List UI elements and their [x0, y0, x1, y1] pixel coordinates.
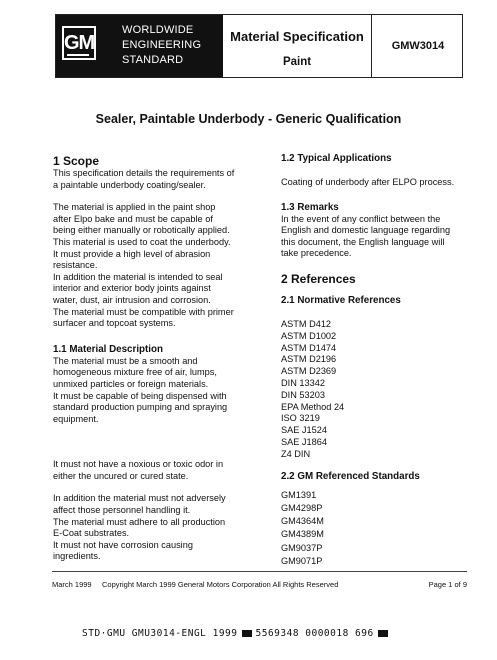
- text-line: It must be capable of being dispensed with: [53, 390, 227, 401]
- spec-title: Material Specification: [230, 29, 364, 44]
- gm-referenced-standards-heading: 2.2 GM Referenced Standards: [281, 470, 420, 482]
- normative-reference: ISO 3219: [281, 413, 320, 424]
- scope-paragraph-2: [53, 202, 273, 330]
- text-line: surfacer and topcoat systems.: [53, 318, 176, 329]
- header-title-block: [223, 15, 371, 77]
- text-line: homogeneous mixture free of air, lumps,: [53, 367, 217, 378]
- normative-reference: Z4 DIN: [281, 448, 311, 459]
- normative-reference: DIN 13342: [281, 377, 325, 388]
- remarks-text: [281, 214, 481, 260]
- text-line: In addition the material must not adversely: [53, 493, 226, 504]
- text-line: water, dust, air intrusion and corrosion.: [53, 294, 211, 305]
- gm-standard: GM4389M: [281, 529, 324, 540]
- text-line: In addition the material is intended to seal: [53, 271, 223, 282]
- text-line: The material must be compatible with primer: [53, 306, 234, 317]
- text-line: E-Coat substrates.: [53, 528, 130, 539]
- gm-standard: GM9037P: [281, 542, 323, 553]
- footer-rule: [52, 571, 467, 572]
- text-line: this document, the English language will: [281, 236, 445, 247]
- text-line: unmixed particles or foreign materials.: [53, 378, 209, 389]
- text-line: interior and exterior body joints against: [53, 283, 211, 294]
- text-line: In the event of any conflict between the: [281, 213, 441, 224]
- stamp-block-icon: [378, 630, 388, 637]
- text-line: The material must be a smooth and: [53, 355, 198, 366]
- standard-line-2: ENGINEERING: [122, 39, 202, 51]
- normative-reference: DIN 53203: [281, 389, 325, 400]
- text-line: The material must adhere to all production: [53, 516, 226, 527]
- standard-line-1: WORLDWIDE: [122, 24, 194, 36]
- document-stamp: [82, 628, 392, 639]
- normative-reference: SAE J1864: [281, 436, 327, 447]
- normative-reference: EPA Method 24: [281, 401, 345, 412]
- gm-standard: GM4364M: [281, 516, 324, 527]
- stamp-left: STD·GMU GMU3014-ENGL 1999: [82, 628, 238, 639]
- normative-reference: ASTM D1002: [281, 330, 337, 341]
- text-line: resistance.: [53, 260, 98, 271]
- normative-reference: ASTM D1474: [281, 342, 337, 353]
- spec-subtitle: Paint: [282, 56, 312, 68]
- typical-applications-text: Coating of underbody after ELPO process.: [281, 177, 455, 187]
- scope-paragraph-1: [53, 168, 273, 191]
- stamp-block-icon: [242, 630, 252, 637]
- spec-code: GMW3014: [391, 40, 445, 52]
- text-line: affect those personnel handling it.: [53, 505, 191, 516]
- references-heading: 2 References: [281, 271, 356, 286]
- normative-reference: SAE J1524: [281, 425, 327, 436]
- text-line: It must provide a high level of abrasion: [53, 248, 211, 259]
- normative-references-heading: 2.1 Normative References: [281, 294, 401, 306]
- text-line: being either manually or robotically applied.: [53, 225, 230, 236]
- right-column: [281, 153, 481, 568]
- document-title: Sealer, Paintable Underbody - Generic Qualification: [95, 112, 402, 126]
- footer-date: March 1999: [52, 580, 92, 589]
- normative-references-list: [281, 319, 481, 461]
- text-line: a paintable underbody coating/sealer.: [53, 179, 206, 190]
- text-line: This specification details the requirements of: [53, 168, 235, 178]
- text-line: after Elpo bake and must be capable of: [53, 213, 213, 224]
- text-line: It must not have a noxious or toxic odor in: [53, 459, 224, 470]
- text-line: This material is used to coat the underbody.: [53, 236, 231, 247]
- text-line: It must not have corrosion causing: [53, 539, 193, 550]
- gm-standard: GM9071P: [281, 556, 323, 567]
- description-paragraph-2: [53, 459, 273, 482]
- gm-standard: GM4298P: [281, 502, 323, 513]
- footer-copyright: Copyright March 1999 General Motors Corporation All Rights Reserved: [102, 580, 339, 589]
- footer-page-number: Page 1 of 9: [428, 580, 467, 589]
- text-line: either the uncured or cured state.: [53, 470, 189, 481]
- remarks-heading: 1.3 Remarks: [281, 201, 339, 213]
- typical-applications-heading: 1.2 Typical Applications: [281, 153, 392, 164]
- text-line: ingredients.: [53, 551, 101, 562]
- scope-heading: 1 Scope: [53, 154, 100, 168]
- gm-logo: GM: [62, 26, 96, 60]
- normative-reference: ASTM D2369: [281, 366, 337, 377]
- left-column: [53, 154, 273, 563]
- text-line: The material is applied in the paint shop: [53, 202, 216, 213]
- header-brand-block: [56, 15, 223, 77]
- description-paragraph-1: [53, 356, 273, 426]
- standard-line-3: STANDARD: [122, 54, 184, 66]
- normative-reference: ASTM D2196: [281, 354, 337, 365]
- text-line: English and domestic language regarding: [281, 225, 451, 236]
- gm-standards-list: [281, 489, 481, 569]
- stamp-right: 5569348 0000018 696: [255, 628, 374, 639]
- spec-header: [55, 14, 463, 78]
- text-line: equipment.: [53, 413, 99, 424]
- normative-reference: ASTM D412: [281, 318, 332, 329]
- material-description-heading: 1.1 Material Description: [53, 343, 163, 355]
- gm-logo-underline: [67, 54, 89, 56]
- gm-standard: GM1391: [281, 489, 317, 500]
- text-line: take precedence.: [281, 248, 352, 259]
- description-paragraph-3: [53, 493, 273, 563]
- text-line: standard production pumping and spraying: [53, 402, 228, 413]
